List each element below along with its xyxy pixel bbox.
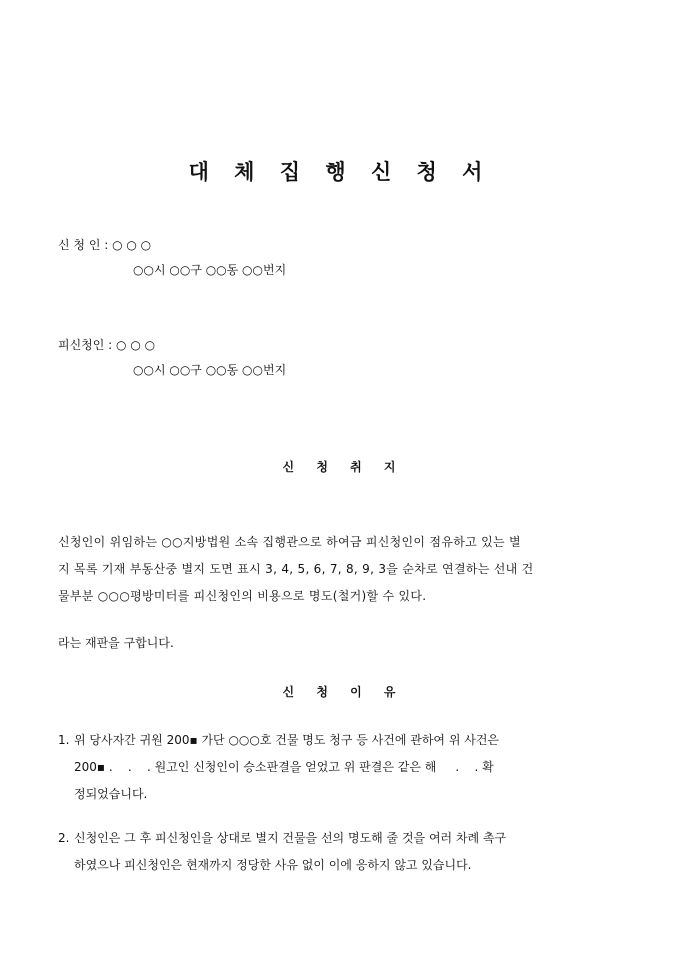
closing-text: 라는 재판을 구합니다.	[58, 636, 174, 650]
reason-item-2	[58, 825, 624, 879]
reason-item-1	[58, 727, 624, 808]
reason-line: 정되었습니다.	[74, 787, 148, 801]
reason-number: 2.	[58, 831, 70, 845]
applicant-label: 신 청 인 : ○ ○ ○	[58, 238, 152, 252]
applicant-block	[58, 233, 286, 283]
reason-line: 하였으나 피신청인은 현재까지 정당한 사유 없이 이에 응하지 않고 있습니다.	[74, 858, 472, 872]
reason-line: 200▪ . . . 원고인 신청인이 승소판결을 얻었고 위 판결은 같은 해 . . 확	[74, 760, 494, 774]
purpose-line: 물부분 ○○○평방미터를 피신청인의 비용으로 명도(철거)할 수 있다.	[58, 589, 427, 603]
respondent-label: 피신청인 : ○ ○ ○	[58, 338, 156, 352]
reason-number: 1.	[58, 733, 70, 747]
respondent-block	[58, 333, 286, 383]
purpose-paragraph	[58, 529, 624, 610]
purpose-line: 신청인이 위임하는 ○○지방법원 소속 집행관으로 하여금 피신청인이 점유하고 있는 별	[58, 535, 521, 549]
purpose-line: 지 목록 기재 부동산중 별지 도면 표시 3, 4, 5, 6, 7, 8, 9, 3을 순차로 연결하는 선내 건	[58, 562, 534, 576]
document-title: 대 체 집 행 신 청 서	[188, 159, 492, 184]
reason-line: 신청인은 그 후 피신청인을 상대로 별지 건물을 선의 명도해 줄 것을 여러 차례 촉구	[74, 831, 507, 845]
purpose-heading: 신 청 취 지	[282, 460, 398, 474]
applicant-address: ○○시 ○○구 ○○동 ○○번지	[133, 263, 287, 277]
reason-line: 위 당사자간 귀원 200▪ 가단 ○○○호 건물 명도 청구 등 사건에 관하여 위 사건은	[74, 733, 500, 747]
respondent-address: ○○시 ○○구 ○○동 ○○번지	[133, 363, 287, 377]
reasons-heading: 신 청 이 유	[282, 685, 398, 699]
